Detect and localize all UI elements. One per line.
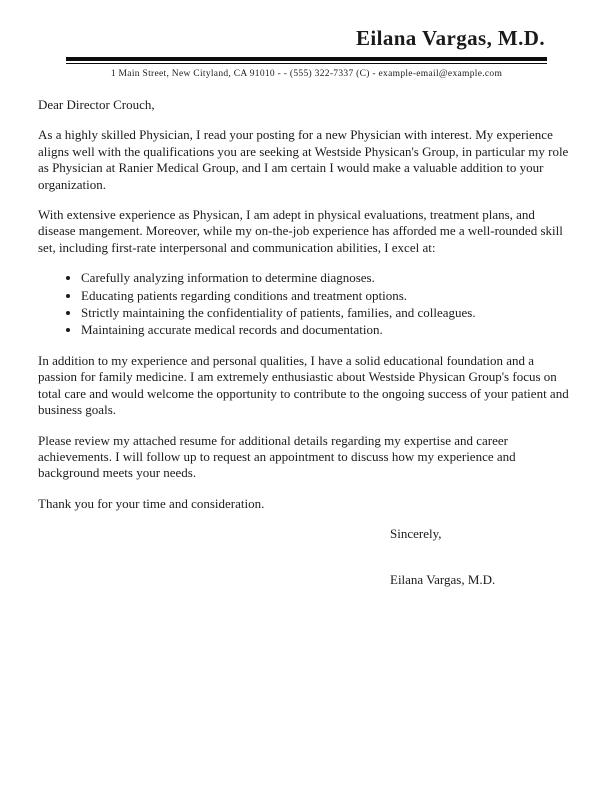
body-paragraph-4: Please review my attached resume for additional details regarding my expertise and career achievements. I will follow up to request an appointment to discuss how my experience and background meets your needs.	[38, 432, 516, 481]
closing-salutation: Sincerely,	[390, 526, 442, 542]
closing-block	[390, 526, 569, 588]
signature-name: Eilana Vargas, M.D.	[390, 571, 496, 587]
letterhead-rule	[66, 57, 547, 64]
bullet-item: • Carefully analyzing information to determine diagnoses.	[81, 270, 569, 286]
skills-bullet-list	[38, 270, 569, 339]
bullet-item: • Maintaining accurate medical records and documentation.	[81, 322, 569, 338]
body-paragraph-1: As a highly skilled Physician, I read your posting for a new Physician with interest. My experience aligns well with the qualifications you are seeking at Westside Physican's Group, in particular my role as Physician at Ranier Medical Group, and I am certain I would make a valuable addition to your organization.	[38, 127, 569, 192]
letterhead-name: Eilana Vargas, M.D.	[355, 26, 545, 50]
bullet-item: • Strictly maintaining the confidentiality of patients, families, and colleagues.	[81, 305, 569, 321]
thank-you-line: Thank you for your time and consideration.	[38, 495, 265, 511]
contact-line: 1 Main Street, New Cityland, CA 91010 - - (555) 322-7337 (C) - example-email@example.com	[110, 69, 503, 79]
letterhead	[66, 26, 547, 79]
body-paragraph-3: In addition to my experience and personal qualities, I have a solid educational foundation and a passion for family medicine. I am extremely enthusiastic about Westside Physican Group's focus on total care and would welcome the opportunity to contribute to the ongoing success of your patient and business goals.	[38, 352, 569, 418]
salutation: Dear Director Crouch,	[38, 97, 155, 112]
body-paragraph-2: With extensive experience as Physican, I am adept in physical evaluations, treatment plans, and disease mangement. Moreover, while my on-the-job experience has afforded me a well-rounded skill set, including first-rate interpersonal and communication abilities, I excel at:	[38, 207, 563, 255]
bullet-item: • Educating patients regarding conditions and treatment options.	[81, 288, 569, 304]
letter-body	[38, 97, 569, 588]
